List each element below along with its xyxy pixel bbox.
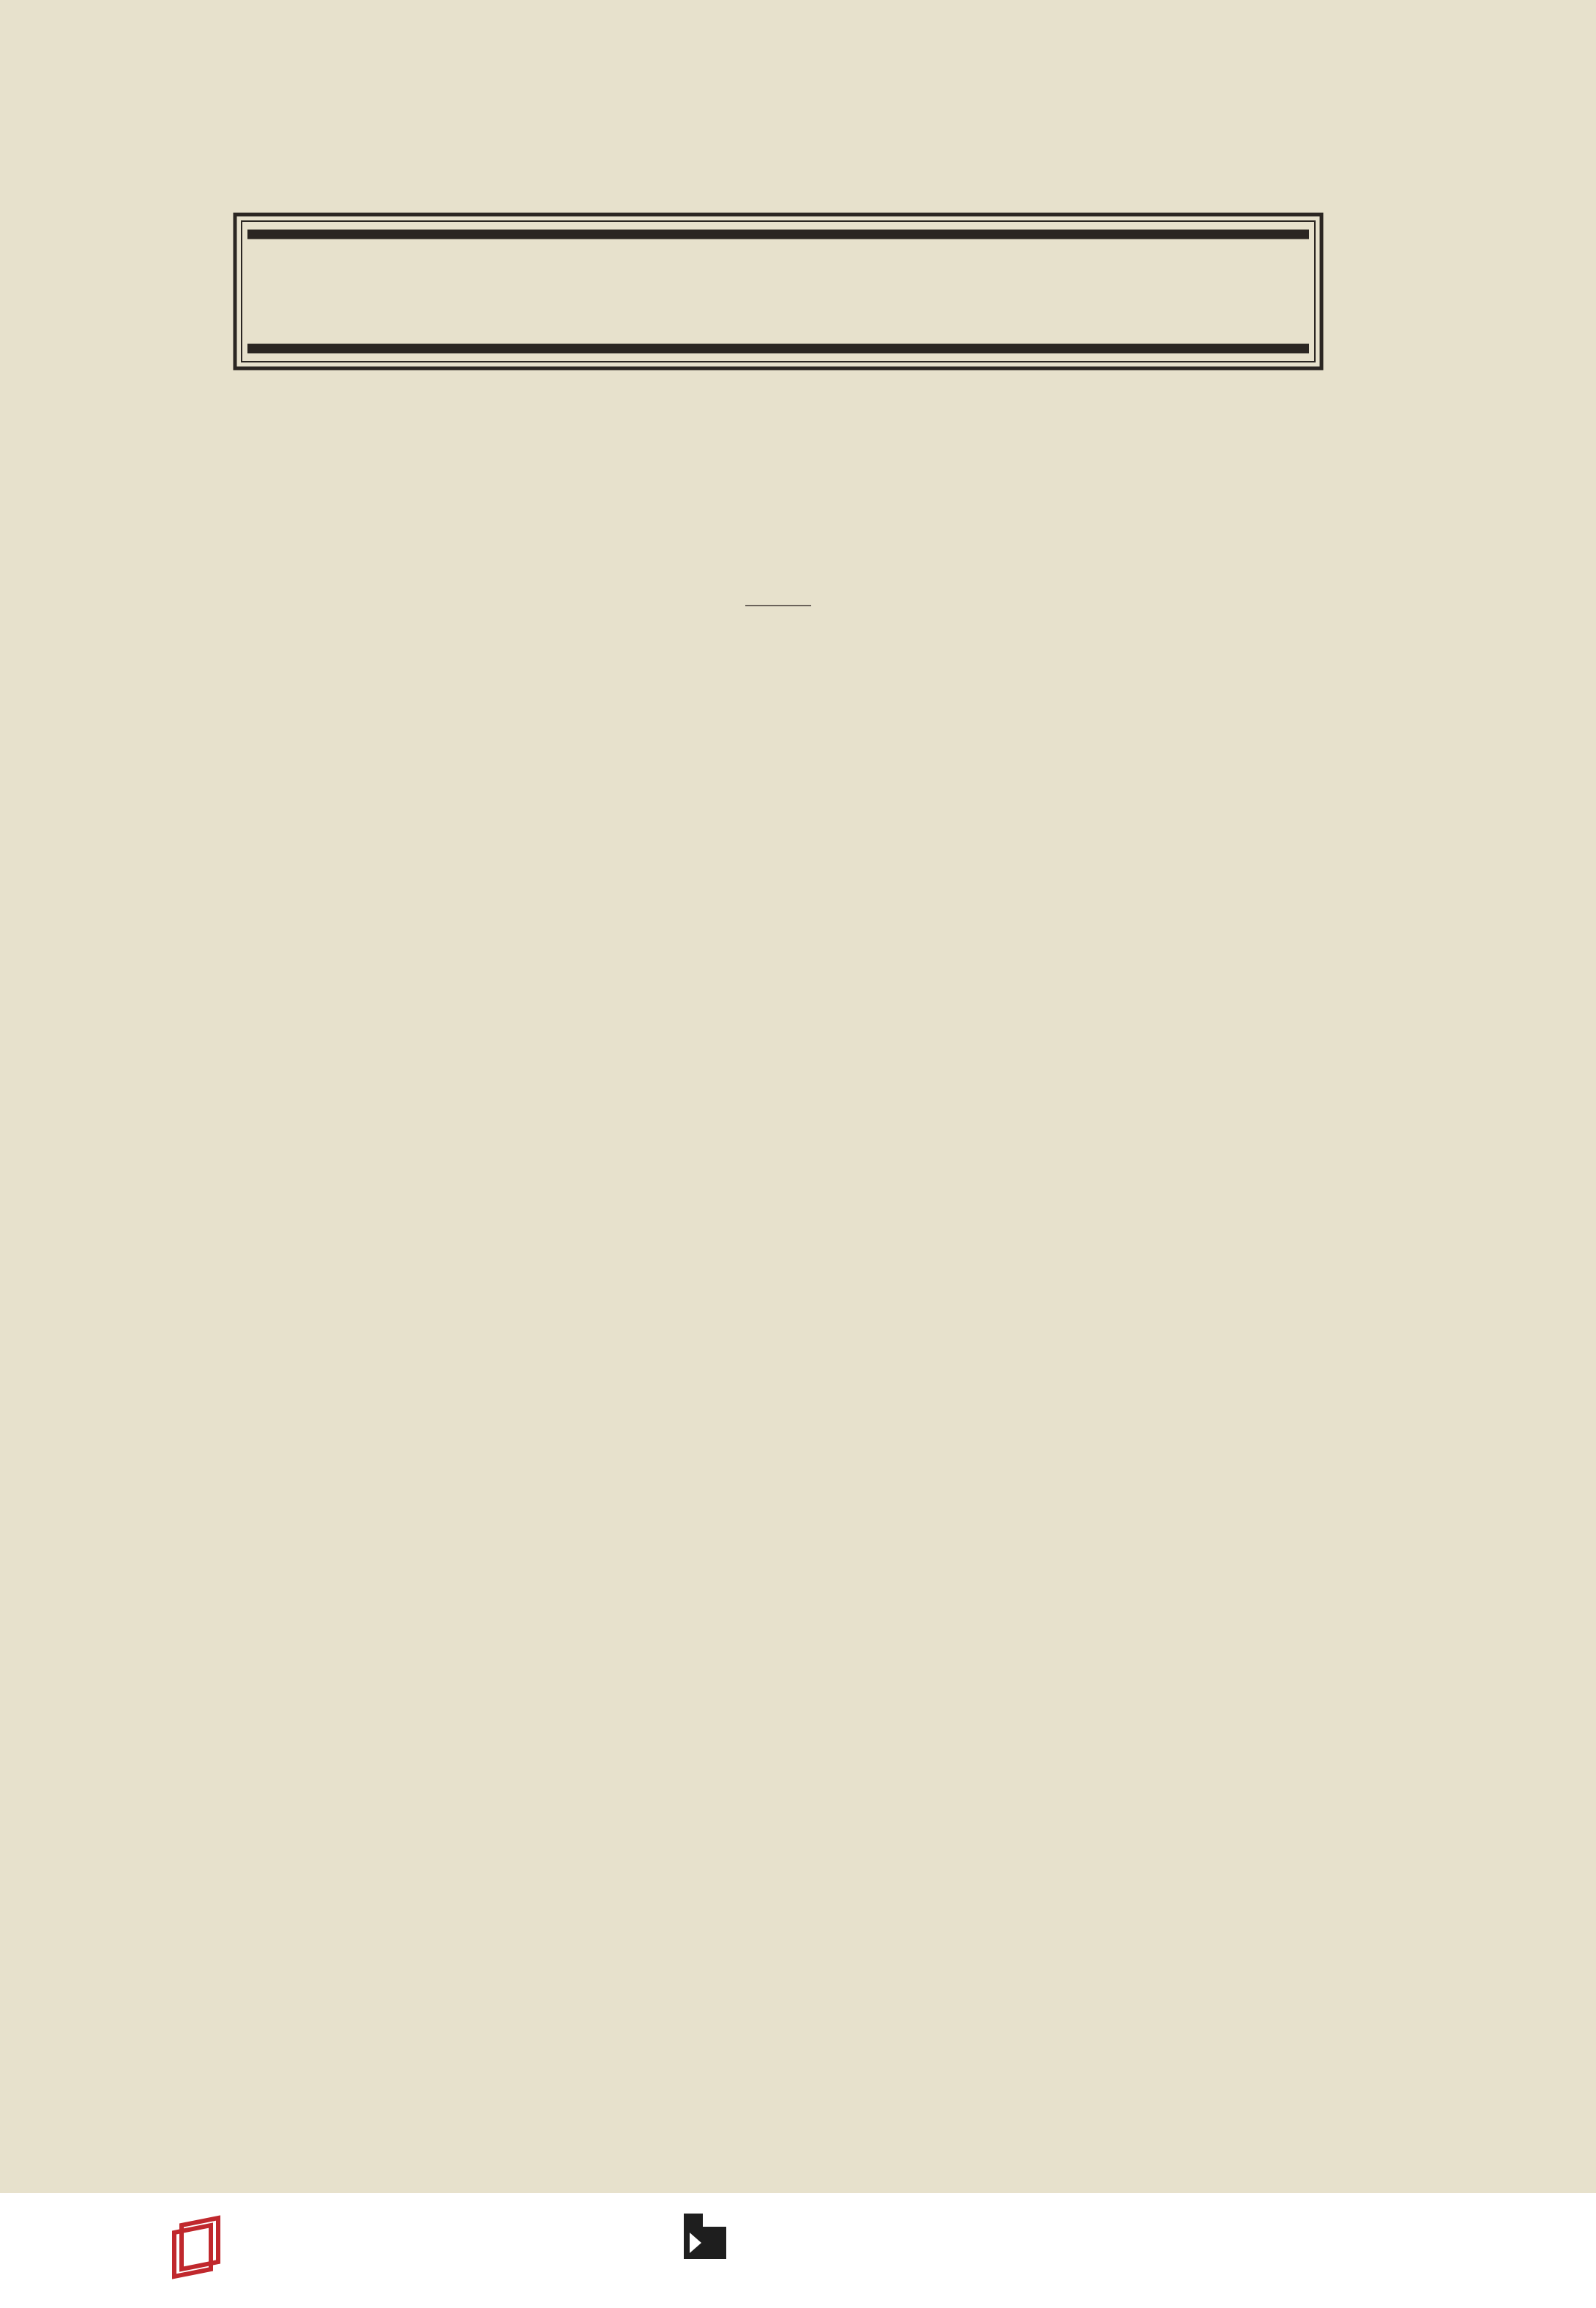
kunstbibliothek-logo	[679, 2211, 972, 2269]
ub-emblem-icon	[160, 2211, 240, 2284]
kunstbibliothek-emblem-icon	[679, 2211, 731, 2262]
divider-rule	[745, 605, 811, 606]
ornamental-border-band	[233, 212, 1324, 371]
university-library-logo	[20, 2209, 240, 2290]
dfg-logo	[1420, 2215, 1574, 2274]
footer-bar	[0, 2193, 1596, 2308]
